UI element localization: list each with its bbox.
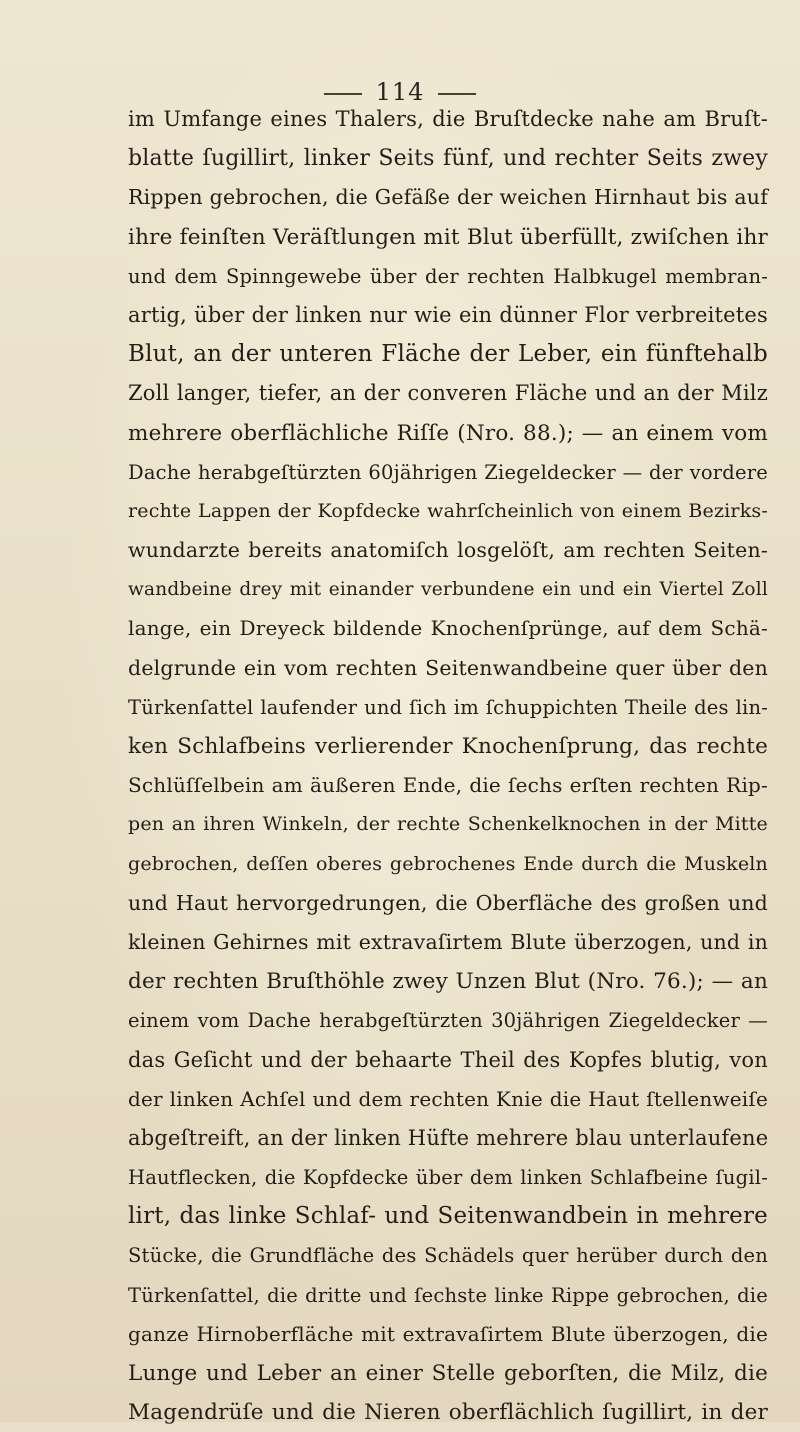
text-line: delgrunde ein vom rechten Seitenwandbeine quer über den [128, 655, 768, 680]
text-line: und dem Spinngewebe über der rechten Halbkugel membran- [128, 264, 768, 288]
text-line: Dache herabgeſtürzten 60jährigen Ziegeldecker — der vordere [128, 460, 768, 484]
header-dash-right [438, 93, 476, 95]
text-line: ganze Hirnoberfläche mit extravaſirtem Blute überzogen, die [128, 1321, 768, 1346]
text-line: Lunge und Leber an einer Stelle geborſten, die Milz, die [128, 1361, 768, 1386]
text-line: ken Schlafbeins verlierender Knochenſprung, das rechte [128, 734, 768, 759]
text-line: Rippen gebrochen, die Gefäße der weichen Hirnhaut bis auf [128, 185, 768, 210]
text-line: Blut, an der unteren Fläche der Leber, ein fünftehalb [128, 341, 768, 368]
text-line: Türkenſattel, die dritte und ſechste linke Rippe gebrochen, die [128, 1283, 768, 1307]
text-line: mehrere oberflächliche Riſſe (Nro. 88.); — an einem vom [128, 420, 768, 446]
text-line: Stücke, die Grundfläche des Schädels quer herüber durch den [128, 1244, 768, 1268]
header-dash-left [324, 93, 362, 95]
text-line: wandbeine drey mit einander verbundene ein und ein Viertel Zoll [128, 579, 768, 601]
text-line: das Geſicht und der behaarte Theil des Kopfes blutig, von [128, 1047, 768, 1072]
text-line: im Umfange eines Thalers, die Bruſtdecke nahe am Bruſt- [128, 107, 768, 131]
page-number: 114 [375, 78, 425, 106]
text-line: Magendrüſe und die Nieren oberflächlich ſugillirt, in der [128, 1400, 768, 1426]
text-line: lange, ein Dreyeck bildende Knochenſprünge, auf dem Schä- [128, 616, 768, 641]
text-line: wundarzte bereits anatomiſch losgelöſt, am rechten Seiten- [128, 538, 768, 563]
text-line: Zoll langer, tiefer, an der converen Fläche und an der Milz [128, 381, 768, 406]
text-line: blatte ſugillirt, linker Seits fünf, und rechter Seits zwey [128, 146, 768, 172]
text-line: rechte Lappen der Kopfdecke wahrſcheinlich von einem Bezirks- [128, 499, 768, 522]
text-line: Hautflecken, die Kopfdecke über dem linken Schlafbeine ſugil- [128, 1166, 768, 1190]
text-line: Schlüſſelbein am äußeren Ende, die ſechs erſten rechten Rip- [128, 773, 768, 798]
text-line: lirt, das linke Schlaf- und Seitenwandbein in mehrere [128, 1203, 768, 1230]
text-line: ihre feinſten Veräſtlungen mit Blut überfüllt, zwiſchen ihr [128, 224, 768, 250]
text-line: Türkenſattel laufender und ſich im ſchuppichten Theile des lin- [128, 695, 768, 719]
text-line: einem vom Dache herabgeſtürzten 30jährigen Ziegeldecker — [128, 1009, 768, 1033]
text-line: der rechten Bruſthöhle zwey Unzen Blut (Nro. 76.); — an [128, 969, 768, 995]
text-line: und Haut hervorgedrungen, die Oberfläche des großen und [128, 890, 768, 915]
text-line: kleinen Gehirnes mit extravaſirtem Blute überzogen, und in [128, 929, 768, 954]
text-line: gebrochen, deſſen oberes gebrochenes Ende durch die Muskeln [128, 852, 768, 875]
text-line: pen an ihren Winkeln, der rechte Schenkelknochen in der Mitte [128, 813, 768, 836]
body-text [128, 100, 768, 1432]
text-line: der linken Achſel und dem rechten Knie die Haut ſtellenweiſe [128, 1086, 768, 1111]
text-line: artig, über der linken nur wie ein dünner Flor verbreitetes [128, 302, 768, 327]
text-line: abgeſtreift, an der linken Hüfte mehrere blau unterlaufene [128, 1125, 769, 1150]
